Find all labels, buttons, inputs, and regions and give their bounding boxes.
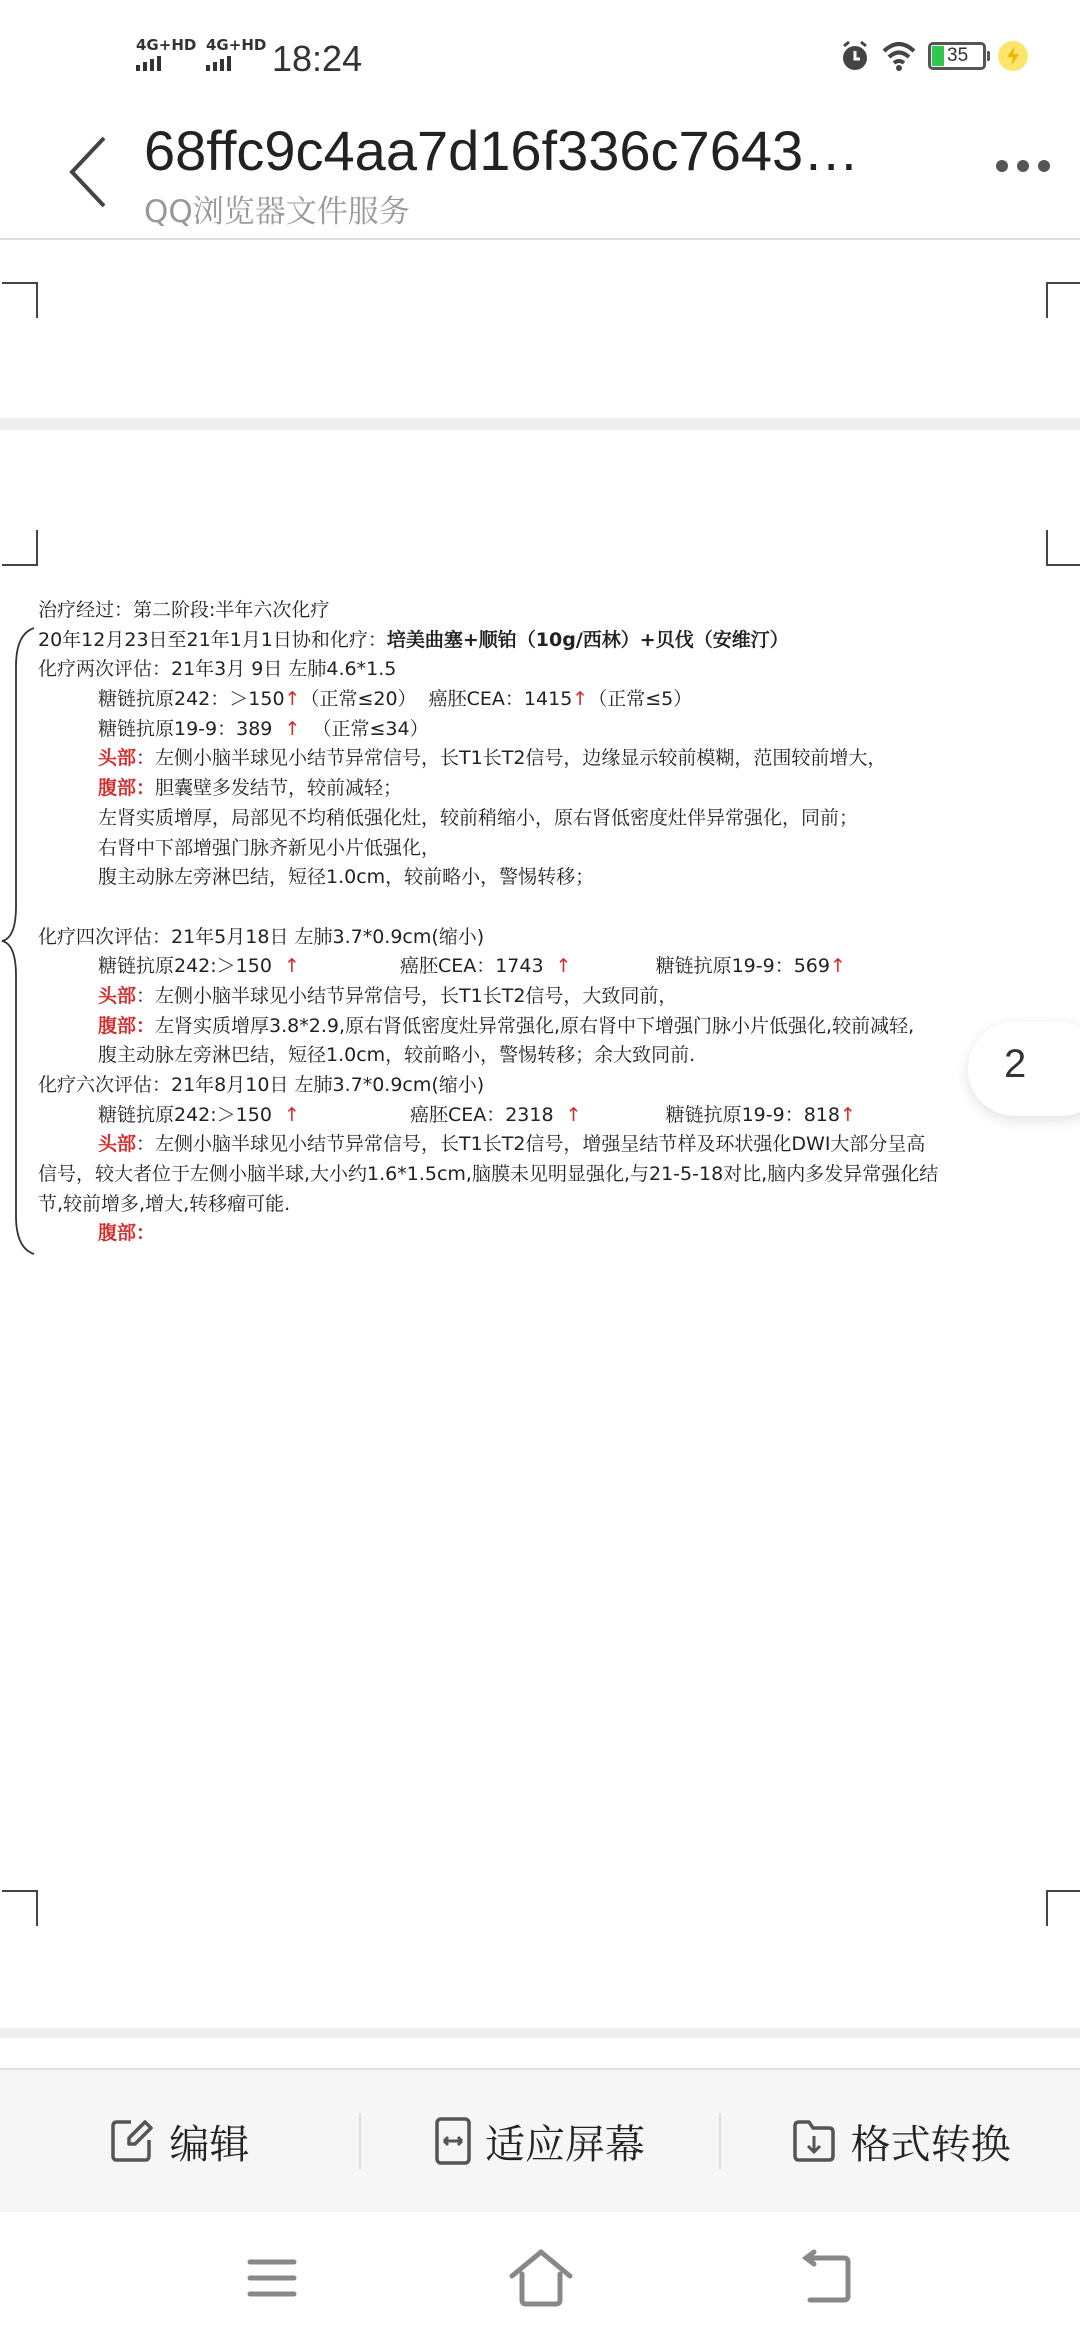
up-arrow-icon: ↑: [839, 1103, 856, 1126]
eval-2-markers-line: 糖链抗原242：＞150↑（正常≤20） 癌胚CEA：1415↑（正常≤5）: [98, 688, 693, 711]
up-arrow-icon: ↑: [284, 1103, 300, 1126]
battery-level: 35: [947, 45, 969, 66]
title-bar: [0, 110, 1080, 240]
wifi-icon: [882, 41, 916, 71]
eval-4-abdomen-line: 腹部：左肾实质增厚3.8*2.9,原右肾低密度灶异常强化,原右肾中下增强门脉小片低强化,较前减轻,: [98, 1014, 915, 1037]
signal-icon-sim1: [136, 38, 196, 71]
eval-2-kidney-line: 左肾实质增厚，局部见不均稍低强化灶，较前稍缩小，原右肾低密度灶伴异常强化，同前；: [98, 806, 859, 829]
eval-6-abdomen-line: 腹部：: [98, 1222, 156, 1245]
home-icon[interactable]: [508, 2248, 574, 2308]
up-arrow-icon: ↑: [555, 955, 572, 978]
eval-2-lymph-line: 腹主动脉左旁淋巴结，短径1.0cm，较前略小，警惕转移；: [98, 866, 595, 889]
eval-6-head-line-3: 节,较前增多,增大,转移瘤可能.: [38, 1192, 291, 1215]
eval-2-head-line: 头部：左侧小脑半球见小结节异常信号，长T1长T2信号，边缘显示较前模糊，范围较前增大，: [98, 747, 887, 770]
eval-2-kidney-line-2: 右肾中下部增强门脉齐新见小片低强化，: [98, 836, 441, 859]
back-chevron-icon[interactable]: [60, 132, 120, 212]
page-indicator: 2: [968, 1022, 1080, 1116]
page-corner-mark: [2, 530, 38, 566]
folder-download-icon: [791, 2118, 837, 2164]
up-arrow-icon: ↑: [829, 955, 846, 978]
eval-4-title: 化疗四次评估：21年5月18日 左肺3.7*0.9cm(缩小): [38, 925, 485, 948]
page-corner-mark: [2, 282, 38, 318]
format-convert-button[interactable]: 格式转换: [721, 2070, 1080, 2212]
network-type-2: 4G+HD: [206, 36, 267, 54]
page-corner-mark: [1046, 530, 1080, 566]
fit-screen-button[interactable]: 适应屏幕: [361, 2070, 720, 2212]
charging-icon: [998, 41, 1028, 71]
eval-4-lymph-line: 腹主动脉左旁淋巴结，短径1.0cm，较前略小，警惕转移；余大致同前.: [98, 1044, 696, 1067]
page-corner-mark: [1046, 282, 1080, 318]
page-corner-mark: [2, 1890, 38, 1926]
file-title: 68ffc9c4aa7d16f336c7643…: [144, 119, 860, 182]
network-type-1: 4G+HD: [136, 36, 197, 54]
up-arrow-icon: ↑: [284, 688, 301, 711]
system-nav-bar: [0, 2212, 1080, 2340]
eval-2-abdomen-line: 腹部：胆囊壁多发结节，较前减轻；: [98, 777, 403, 800]
alarm-icon: [840, 40, 870, 72]
eval-2-marker-c-line: 糖链抗原19-9：389 ↑ （正常≤34）: [98, 717, 429, 740]
fit-width-icon: [435, 2117, 471, 2165]
eval-2-title: 化疗两次评估：21年3月 9日 左肺4.6*1.5: [38, 658, 397, 681]
page-separator: [0, 418, 1080, 430]
eval-6-markers-line: 糖链抗原242:＞150 ↑ 癌胚CEA：2318 ↑ 糖链抗原19-9：818↑: [98, 1103, 856, 1126]
more-dots-icon[interactable]: [996, 160, 1050, 172]
document-content: [38, 596, 1048, 1249]
status-bar: [0, 0, 1080, 110]
back-nav-icon[interactable]: [796, 2248, 856, 2308]
up-arrow-icon: ↑: [284, 955, 300, 978]
menu-icon[interactable]: [242, 2248, 302, 2308]
eval-6-head-line-2: 信号，较大者位于左侧小脑半球,大小约1.6*1.5cm,脑膜未见明显强化,与21-5-18对比,脑内多发异常强化结: [38, 1163, 939, 1186]
signal-icon-sim2: [206, 38, 266, 71]
bottom-toolbar: [0, 2068, 1080, 2212]
up-arrow-icon: ↑: [572, 688, 589, 711]
edit-icon: [109, 2118, 155, 2164]
page-corner-mark: [1046, 1890, 1080, 1926]
curly-brace: [0, 626, 40, 1256]
page-separator: [0, 2028, 1080, 2038]
eval-6-head-line: 头部：左侧小脑半球见小结节异常信号，长T1长T2信号，增强呈结节样及环状强化DWI大部分呈高: [98, 1133, 926, 1156]
clock: 18:24: [272, 38, 363, 79]
battery-icon: [928, 42, 986, 70]
up-arrow-icon: ↑: [565, 1103, 582, 1126]
up-arrow-icon: ↑: [284, 717, 301, 740]
doc-heading: 治疗经过：第二阶段:半年六次化疗: [38, 599, 330, 621]
eval-4-head-line: 头部：左侧小脑半球见小结节异常信号，长T1长T2信号，大致同前，: [98, 984, 678, 1007]
regimen-line: 20年12月23日至21年1月1日协和化疗：培美曲塞+顺铂（10g/西林）+贝伐（安维汀）: [38, 628, 789, 651]
edit-button[interactable]: 编辑: [0, 2070, 359, 2212]
file-subtitle: QQ浏览器文件服务: [144, 194, 410, 230]
eval-6-title: 化疗六次评估：21年8月10日 左肺3.7*0.9cm(缩小): [38, 1074, 485, 1096]
eval-4-markers-line: 糖链抗原242:＞150 ↑ 癌胚CEA：1743 ↑ 糖链抗原19-9：569↑: [98, 955, 846, 978]
